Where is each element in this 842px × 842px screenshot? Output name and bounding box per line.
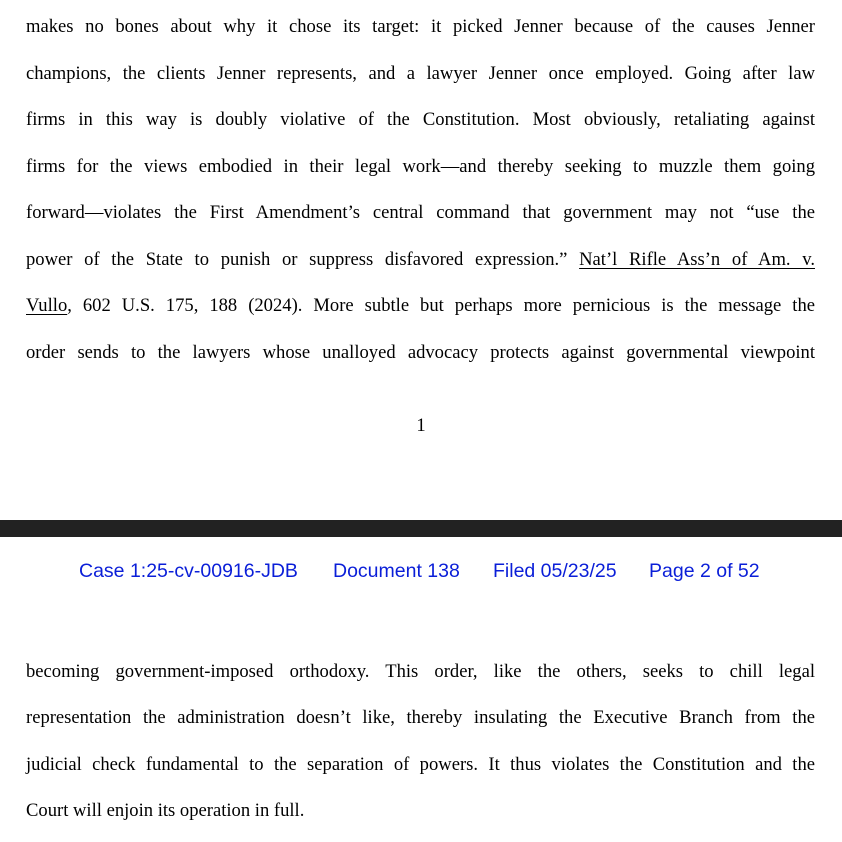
body-text-line: order sends to the lawyers whose unalloyed advocacy protects against governmental viewpoint [26,342,815,363]
body-text-line: champions, the clients Jenner represents, and a lawyer Jenner once employed. Going after law [26,63,815,84]
case-citation: Vullo [26,295,68,316]
body-text-line: makes no bones about why it chose its target: it picked Jenner because of the causes Jenner [26,16,815,37]
body-text: power of the State to punish or suppress disfavored expression.” [26,249,568,270]
body-text-line: firms for the views embodied in their legal work—and thereby seeking to muzzle them going [26,156,815,177]
body-text-line: judicial check fundamental to the separation of powers. It thus violates the Constitution and the [26,754,815,775]
page-break-divider [0,520,842,537]
page-number: 1 [416,415,426,436]
case-number: Case 1:25-cv-00916-JDB [79,560,298,582]
case-citation: Nat’l Rifle Ass’n of Am. v. [579,249,815,270]
body-text-line: forward—violates the First Amendment’s central command that government may not “use the [26,202,815,223]
body-text-line: representation the administration doesn’t like, thereby insulating the Executive Branch from the [26,707,815,728]
case-header [0,557,842,585]
body-text-line: becoming government-imposed orthodoxy. This order, like the others, seeks to chill legal [26,661,815,682]
body-text-line: firms in this way is doubly violative of the Constitution. Most obviously, retaliating against [26,109,815,130]
body-text-line [26,294,815,318]
page-count: Page 2 of 52 [649,560,760,582]
body-text: , 602 U.S. 175, 188 (2024). More subtle but perhaps more pernicious is the message the [67,295,815,316]
filed-date: Filed 05/23/25 [493,560,617,582]
body-text-line: Court will enjoin its operation in full. [26,800,305,821]
body-text-line [26,248,815,272]
document-number: Document 138 [333,560,460,582]
